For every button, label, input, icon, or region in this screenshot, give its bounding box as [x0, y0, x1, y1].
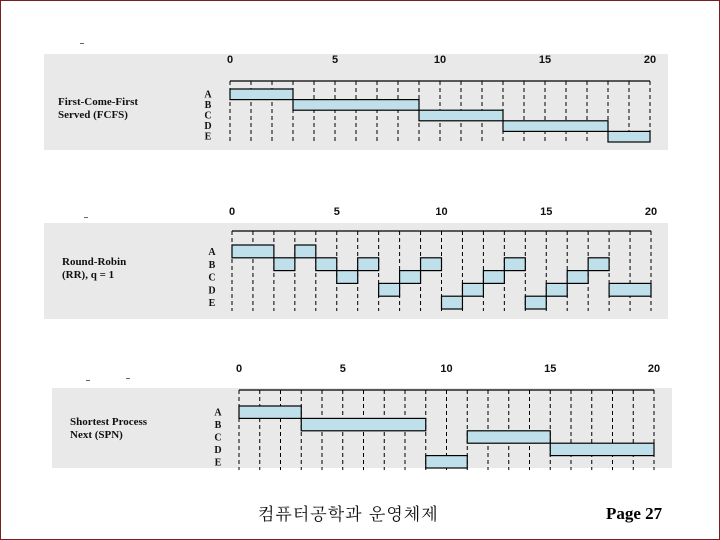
execution-bar [293, 100, 419, 111]
execution-bar [567, 271, 588, 284]
execution-bar [483, 271, 504, 284]
execution-bar [274, 258, 295, 271]
execution-bar [467, 431, 550, 443]
spn-title-line1: Shortest Process [70, 416, 148, 428]
execution-bar [462, 283, 483, 296]
execution-bar [442, 296, 463, 309]
execution-bar [232, 245, 274, 258]
fcfs-title-line1: First-Come-First [58, 96, 139, 108]
tick-label: 10 [440, 363, 453, 375]
execution-bar [316, 258, 337, 271]
tick-label: 5 [339, 363, 346, 375]
rr-title-line1: Round-Robin [62, 256, 127, 268]
process-label: A [204, 89, 212, 101]
execution-bar [421, 258, 442, 271]
tick-label: 0 [235, 363, 243, 375]
process-label: A [214, 407, 222, 419]
execution-bar [504, 258, 525, 271]
execution-bar [546, 283, 567, 296]
execution-bar [358, 258, 379, 271]
tick-label: 5 [333, 206, 340, 218]
process-label: E [208, 298, 216, 310]
process-label: D [214, 444, 222, 456]
process-label: D [204, 121, 212, 133]
execution-bar [295, 245, 316, 258]
fcfs-title-line2: Served (FCFS) [58, 109, 128, 121]
execution-bar [609, 283, 651, 296]
execution-bar [230, 89, 293, 100]
process-label: D [208, 285, 216, 297]
tick-label: 20 [647, 363, 661, 375]
execution-bar [503, 121, 608, 132]
process-label: C [204, 110, 212, 122]
execution-bar [239, 406, 301, 418]
execution-bar [550, 443, 654, 455]
execution-bar [608, 131, 650, 142]
tick-label: 0 [226, 54, 234, 66]
spn-title-line2: Next (SPN) [70, 429, 123, 441]
tick-label: 15 [538, 54, 552, 66]
tick-label: 0 [228, 206, 236, 218]
rr-chart [208, 206, 657, 311]
tick-label: 20 [643, 54, 657, 66]
fcfs-chart [204, 54, 656, 144]
process-label: E [204, 131, 212, 143]
tick-label: 20 [644, 206, 658, 218]
execution-bar [301, 418, 426, 430]
spn-chart [214, 363, 660, 470]
tick-label: 10 [433, 54, 447, 66]
tick-label: 5 [331, 54, 339, 66]
process-label: C [214, 432, 222, 444]
execution-bar [525, 296, 546, 309]
tick-label: 10 [435, 206, 448, 218]
tick-label: 15 [540, 206, 553, 218]
execution-bar [588, 258, 609, 271]
execution-bar [426, 456, 468, 468]
tick-label: 15 [544, 363, 557, 375]
execution-bar [337, 271, 358, 284]
execution-bar [400, 271, 421, 284]
process-label: A [208, 246, 216, 258]
page-number: Page 27 [606, 504, 663, 523]
process-label: B [204, 99, 212, 111]
process-label: E [214, 457, 222, 469]
process-label: B [214, 420, 222, 432]
course-name: 컴퓨터공학과 운영체제 [258, 505, 439, 525]
process-label: B [208, 259, 216, 271]
rr-title-line2: (RR), q = 1 [62, 269, 115, 281]
process-label: C [208, 272, 216, 284]
execution-bar [419, 110, 503, 121]
execution-bar [379, 283, 400, 296]
